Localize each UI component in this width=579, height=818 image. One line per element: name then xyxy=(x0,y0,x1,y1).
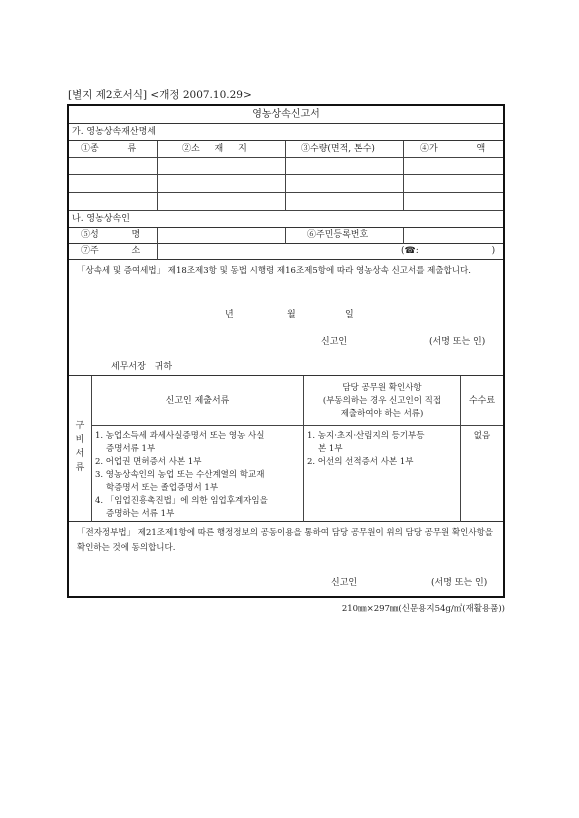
property-table xyxy=(69,141,503,211)
date-day: 일 xyxy=(345,310,354,320)
consent-reporter-label: 신고인 xyxy=(331,578,358,588)
section-b-title-row xyxy=(69,211,503,228)
documents-side-label xyxy=(69,419,91,475)
fee-value: 없음 xyxy=(473,431,491,441)
address-field[interactable] xyxy=(158,244,398,259)
inheritor-address-row xyxy=(69,244,503,260)
column-type: ①종 류 xyxy=(81,144,137,154)
column-value: ④가 액 xyxy=(420,144,486,154)
recipient-line: 세무서장 귀하 xyxy=(111,362,173,372)
form-number-header: [별지 제2호서식] <개정 2007.10.29> xyxy=(68,89,252,101)
phone-field[interactable]: (☎: ) xyxy=(401,246,496,256)
side-label-char: 류 xyxy=(75,463,85,473)
list-item: 3. 영농상속인의 농업 또는 수산계열의 학교재 xyxy=(95,470,265,480)
required-documents-section xyxy=(69,376,503,522)
declaration-text: 「상속세 및 증여세법」 제18조제3항 및 동법 시행령 제16조제5항에 따라 영농상속 신고서를 제출합니다. xyxy=(77,266,471,276)
section-b-title: 나. 영농상속인 xyxy=(72,214,130,224)
farming-inheritance-report-form xyxy=(67,104,505,598)
official-check-header-line: (부동의하는 경우 신고인이 직접 xyxy=(322,396,442,406)
side-label-char: 서 xyxy=(75,449,85,459)
declaration-block xyxy=(69,260,503,376)
date-year: 년 xyxy=(225,310,234,320)
reporter-label: 신고인 xyxy=(321,337,348,347)
list-item: 학증명서 또는 졸업증명서 1부 xyxy=(106,483,219,493)
resident-id-field[interactable] xyxy=(404,228,503,243)
side-label-char: 비 xyxy=(75,435,85,445)
name-field[interactable] xyxy=(158,228,284,243)
official-check-list xyxy=(307,430,424,469)
list-item: 2. 어업권 면허증서 사본 1부 xyxy=(95,457,202,467)
list-item: 본 1부 xyxy=(318,444,343,454)
section-a-title: 가. 영농상속재산명세 xyxy=(72,127,156,137)
signature-field[interactable]: (서명 또는 인) xyxy=(429,337,486,347)
list-item: 1. 농지·초지·산림지의 등기부등 xyxy=(307,431,425,441)
list-item: 4. 「임업진흥촉진법」에 의한 임업후계자임을 xyxy=(95,496,268,506)
list-item: 2. 어선의 선적증서 사본 1부 xyxy=(307,457,414,467)
column-quantity: ③수량(면적, 톤수) xyxy=(301,144,375,154)
official-check-header-line: 담당 공무원 확인사항 xyxy=(342,383,422,393)
official-check-header xyxy=(304,382,460,421)
section-a-title-row xyxy=(69,124,503,141)
form-title-row xyxy=(69,106,503,124)
official-check-header-line: 제출하여야 하는 서류) xyxy=(340,409,424,419)
property-row-3[interactable] xyxy=(69,193,503,210)
list-item: 증명서류 1부 xyxy=(106,444,156,454)
address-label: ⑦주 소 xyxy=(81,246,141,256)
property-row-1[interactable] xyxy=(69,158,503,174)
submitter-documents-list xyxy=(95,430,268,521)
consent-signature-field[interactable]: (서명 또는 인) xyxy=(431,578,488,588)
column-location: ②소 재 지 xyxy=(182,144,247,154)
property-row-2[interactable] xyxy=(69,175,503,192)
submitter-documents-header: 신고인 제출서류 xyxy=(165,396,230,406)
fee-header: 수수료 xyxy=(468,396,496,406)
date-month: 월 xyxy=(287,310,296,320)
paper-size-footer: 210㎜×297㎜(신문용지54g/㎡(재활용품)) xyxy=(341,604,505,614)
consent-block xyxy=(69,522,503,598)
inheritor-name-row xyxy=(69,228,503,244)
consent-text: 「전자정부법」 제21조제1항에 따른 행정정보의 공동이용을 통하여 담당 공무원이 위의 담당 공무원 확인사항을 확인하는 것에 동의합니다. xyxy=(77,528,494,553)
resident-id-label: ⑥주민등록번호 xyxy=(307,230,369,240)
name-label: ⑤성 명 xyxy=(81,230,141,240)
list-item: 증명하는 서류 1부 xyxy=(106,509,175,519)
list-item: 1. 농업소득세 과세사실증명서 또는 영농 사실 xyxy=(95,431,265,441)
side-label-char: 구 xyxy=(75,421,85,431)
form-title: 영농상속신고서 xyxy=(252,109,320,120)
